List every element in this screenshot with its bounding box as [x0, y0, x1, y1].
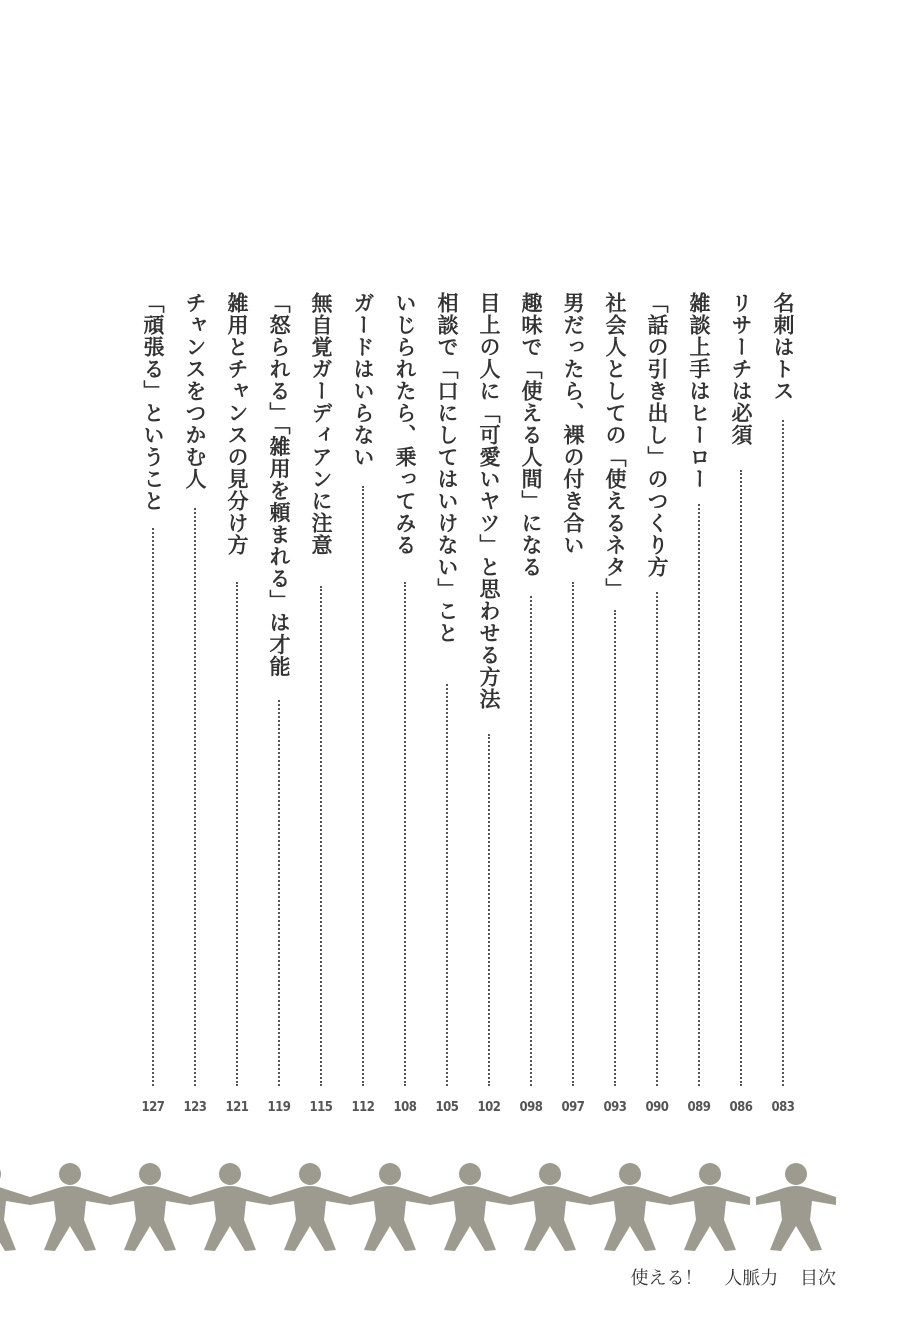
toc-entry-page: 115: [309, 1100, 333, 1115]
toc-entry[interactable]: [474, 292, 504, 1126]
toc-entry[interactable]: [726, 292, 756, 1126]
dot-leader: [446, 684, 448, 1086]
dot-leader: [488, 734, 490, 1086]
toc-entry-page: 102: [477, 1100, 501, 1115]
toc-entry-page: 097: [561, 1100, 585, 1115]
dot-leader: [320, 586, 322, 1086]
dot-leader: [404, 582, 406, 1086]
toc-entry-title: ガードはいらない: [351, 292, 375, 468]
toc-entry[interactable]: [306, 292, 336, 1126]
toc-entry-page: 123: [183, 1100, 207, 1115]
toc-entry-title: 目上の人に「可愛いヤツ」と思わせる方法: [477, 292, 501, 710]
dot-leader: [152, 528, 154, 1086]
toc-entry-title: 趣味で「使える人間」になる: [519, 292, 543, 578]
toc-entry-title: 名刺はトス: [771, 292, 795, 402]
toc-entry-page: 089: [687, 1100, 711, 1115]
dot-leader: [698, 504, 700, 1086]
toc-entry-page: 108: [393, 1100, 417, 1115]
toc-entry-page: 083: [771, 1100, 795, 1115]
dot-leader: [194, 508, 196, 1086]
dot-leader: [530, 596, 532, 1086]
toc-entry[interactable]: [180, 292, 210, 1126]
toc-entry-page: 119: [267, 1100, 291, 1115]
toc-entry-title: 雑用とチャンスの見分け方: [225, 292, 249, 556]
toc-entry[interactable]: [600, 292, 630, 1126]
paper-doll-figures: [0, 1163, 836, 1251]
toc-entry-page: 086: [729, 1100, 753, 1115]
toc-entry-page: 090: [645, 1100, 669, 1115]
dot-leader: [614, 610, 616, 1086]
dot-leader: [782, 420, 784, 1086]
toc-entry-page: 098: [519, 1100, 543, 1115]
paper-doll-chain-icon: [0, 1158, 900, 1258]
toc-entry[interactable]: [642, 292, 672, 1126]
dot-leader: [278, 700, 280, 1086]
toc-entry-page: 112: [351, 1100, 375, 1115]
book-subtitle: 人脈力: [724, 1268, 779, 1289]
toc-entry[interactable]: [138, 292, 168, 1126]
toc-entry-title: 「怒られる」「雑用を頼まれる」は才能: [267, 292, 291, 678]
toc-entry-page: 127: [141, 1100, 165, 1115]
toc-entry-title: 雑談上手はヒーロー: [687, 292, 711, 490]
dot-leader: [656, 592, 658, 1086]
toc-entry[interactable]: [432, 292, 462, 1126]
dot-leader: [362, 486, 364, 1086]
toc-entry-title: 「頑張る」ということ: [141, 292, 165, 512]
toc-entry-title: リサーチは必須: [729, 292, 753, 446]
toc-entry-title: いじられたら、乗ってみる: [393, 292, 417, 556]
toc-entry[interactable]: [768, 292, 798, 1126]
toc-entry-page: 121: [225, 1100, 249, 1115]
toc-entry-title: 「話の引き出し」のつくり方: [645, 292, 669, 578]
toc-entry[interactable]: [264, 292, 294, 1126]
toc-entry[interactable]: [222, 292, 252, 1126]
section-label: 目次: [800, 1268, 836, 1289]
toc-entry-page: 093: [603, 1100, 627, 1115]
running-footer: [615, 1264, 836, 1290]
dot-leader: [236, 582, 238, 1086]
toc-entry-title: チャンスをつかむ人: [183, 292, 207, 490]
toc-entry-title: 男だったら、裸の付き合い: [561, 292, 585, 556]
toc-entry[interactable]: [390, 292, 420, 1126]
toc-entry[interactable]: [684, 292, 714, 1126]
toc-entry-page: 105: [435, 1100, 459, 1115]
toc-entry-title: 社会人としての「使えるネタ」: [603, 292, 627, 600]
toc-entry[interactable]: [558, 292, 588, 1126]
toc-entry[interactable]: [348, 292, 378, 1126]
toc-entry-title: 相談で「口にしてはいけない」こと: [435, 292, 459, 644]
dot-leader: [572, 582, 574, 1086]
toc-entry-title: 無自覚ガーディアンに注意: [309, 292, 333, 556]
toc-entry[interactable]: [516, 292, 546, 1126]
book-title: 使える！: [630, 1268, 703, 1289]
dot-leader: [740, 470, 742, 1086]
